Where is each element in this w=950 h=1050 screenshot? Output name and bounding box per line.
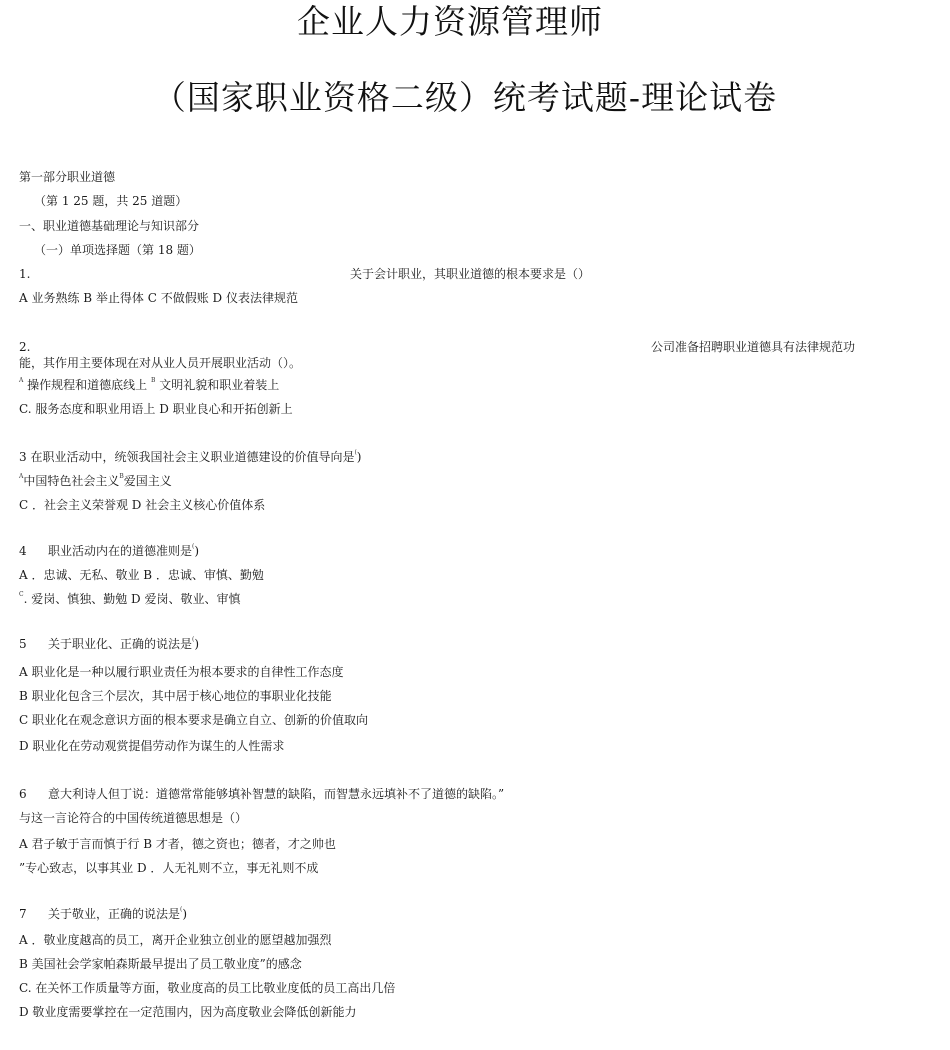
question-options: A 业务熟练 B 举止得体 C 不做假账 D 仪表法律规范 bbox=[19, 291, 298, 305]
question-option-b: B 美国社会学家帕森斯最早提出了员工敬业度”的感念 bbox=[19, 957, 302, 971]
option-text: 中国特色社会主义 bbox=[23, 474, 120, 488]
stem-marker: ( bbox=[192, 543, 195, 550]
question-number: 4 bbox=[19, 544, 27, 558]
part-question-range: （第 1 25 题，共 25 道题） bbox=[34, 194, 188, 208]
stem-end: ) bbox=[182, 907, 188, 921]
document-title: 企业人力资源管理师 bbox=[297, 2, 603, 41]
question-options: A 君子敏于言而慎于行 B 才者，德之资也；德者，才之帅也 bbox=[19, 837, 336, 851]
question-stem-continued: 能，其作用主要体现在对从业人员开展职业活动（）。 bbox=[19, 356, 302, 370]
option-marker: B bbox=[151, 377, 156, 384]
question-option-c: C 职业化在观念意识方面的根本要求是确立自立、创新的价值取向 bbox=[19, 713, 368, 727]
question-number: 2. bbox=[19, 340, 31, 354]
question-stem-continued: 与这一言论符合的中国传统道德思想是（） bbox=[19, 811, 248, 825]
option-marker: A bbox=[19, 377, 24, 384]
question-stem: 意大利诗人但丁说：道德常常能够填补智慧的缺陷，而智慧永远填补不了道德的缺陷。” bbox=[48, 787, 505, 801]
question-stem: 公司准备招聘职业道德具有法律规范功 bbox=[651, 340, 856, 354]
stem-text: 关于敬业，正确的说法是 bbox=[48, 907, 181, 921]
option-text: . 爱岗、慎独、勤勉 D 爱岗、敬业、审慎 bbox=[23, 592, 241, 606]
stem-marker: ( bbox=[180, 906, 183, 913]
stem-text: 关于职业化、正确的说法是 bbox=[48, 637, 193, 651]
question-options bbox=[19, 473, 172, 489]
question-option-d: D 敬业度需要掌控在一定范围内，因为高度敬业会降低创新能力 bbox=[19, 1005, 357, 1019]
question-number: 1. bbox=[19, 267, 31, 281]
question-options: ”专心致志，以事其业 D ．人无礼则不立，事无礼则不成 bbox=[19, 861, 319, 875]
question-number: 5 bbox=[19, 637, 27, 651]
subsection-heading: （一）单项选择题（第 18 题） bbox=[34, 243, 201, 257]
question-option-d: D 职业化在劳动观赏提倡劳动作为谋生的人性需求 bbox=[19, 739, 285, 753]
question-options: A ．忠诚、无私、敬业 B ．忠诚、审慎、勤勉 bbox=[19, 568, 264, 582]
section-heading: 一、职业道德基础理论与知识部分 bbox=[19, 219, 200, 233]
question-options: C. 服务态度和职业用语上 D 职业良心和开拓创新上 bbox=[19, 402, 293, 416]
document-subtitle: （国家职业资格二级）统考试题-理论试卷 bbox=[152, 78, 778, 117]
option-text: 文明礼貌和职业着装上 bbox=[155, 378, 280, 392]
question-option-b: B 职业化包含三个层次，其中居于核心地位的事职业化技能 bbox=[19, 689, 332, 703]
option-text: 爱国主义 bbox=[123, 474, 172, 488]
question-option-a: A ．敬业度越高的员工，离开企业独立创业的愿望越加强烈 bbox=[19, 933, 332, 947]
option-marker: A bbox=[19, 473, 24, 480]
question-stem bbox=[48, 543, 199, 559]
question-option-c: C. 在关怀工作质量等方面，敬业度高的员工比敬业度低的员工高出几倍 bbox=[19, 981, 396, 995]
option-marker: C bbox=[19, 591, 24, 598]
stem-end: ) bbox=[356, 450, 362, 464]
question-number: 7 bbox=[19, 907, 27, 921]
question-stem bbox=[48, 906, 187, 922]
stem-marker: ( bbox=[192, 636, 195, 643]
question-options bbox=[19, 377, 279, 393]
stem-text: 职业活动内在的道德准则是 bbox=[48, 544, 193, 558]
question-option-a: A 职业化是一种以履行职业责任为根本要求的自律性工作态度 bbox=[19, 665, 344, 679]
option-marker: B bbox=[119, 473, 124, 480]
question-stem bbox=[48, 636, 199, 652]
option-text: 操作规程和道德底线上 bbox=[23, 378, 148, 392]
stem-marker: ( bbox=[354, 449, 357, 456]
stem-text: 3 在职业活动中，统领我国社会主义职业道德建设的价值导向是 bbox=[19, 450, 355, 464]
question-stem: 关于会计职业，其职业道德的根本要求是（） bbox=[350, 267, 591, 281]
stem-end: ) bbox=[194, 544, 200, 558]
part-heading: 第一部分职业道德 bbox=[19, 170, 116, 184]
question-stem bbox=[19, 449, 361, 465]
question-options: C ．社会主义荣誉观 D 社会主义核心价值体系 bbox=[19, 498, 266, 512]
question-options bbox=[19, 591, 240, 607]
stem-end: ) bbox=[194, 637, 200, 651]
question-number: 6 bbox=[19, 787, 27, 801]
